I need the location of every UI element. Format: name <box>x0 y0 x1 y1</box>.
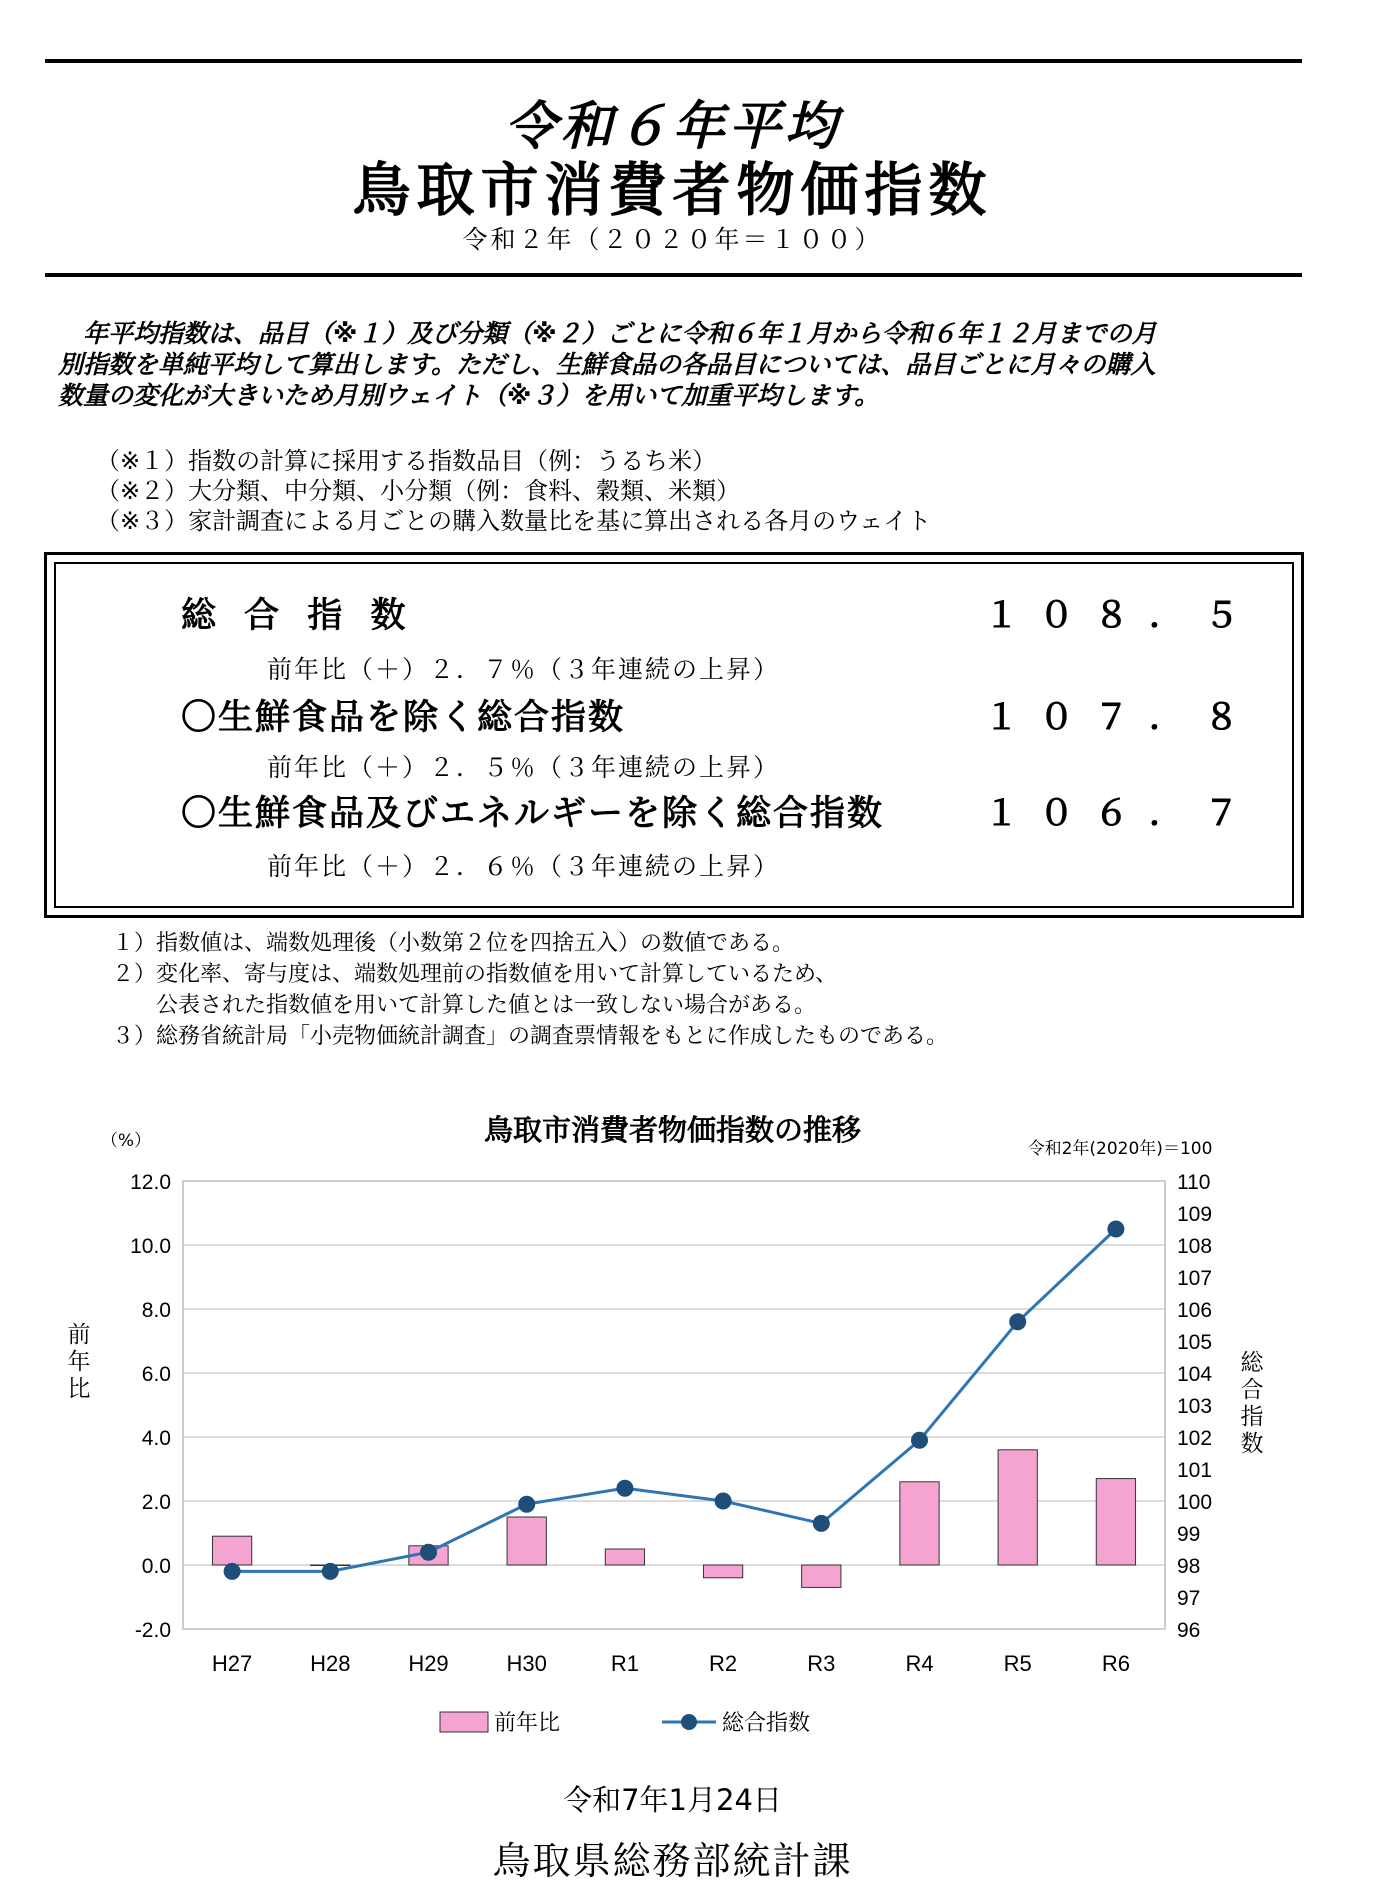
category-label: R1 <box>610 1651 639 1676</box>
index-point <box>617 1480 633 1496</box>
index-point <box>813 1515 829 1531</box>
right-axis-label-char: 総 <box>1240 1350 1264 1376</box>
right-tick-label: 102 <box>1177 1427 1213 1450</box>
footnote-3: ３）総務省統計局「小売物価統計調査」の調査票情報をもとに作成したものである。 <box>112 1024 949 1049</box>
category-label: R6 <box>1101 1651 1130 1676</box>
index-point <box>322 1563 338 1579</box>
right-tick-label: 109 <box>1177 1203 1213 1226</box>
right-tick-label: 98 <box>1177 1555 1201 1578</box>
left-axis-label-char: 比 <box>67 1376 91 1402</box>
index-point <box>912 1432 928 1448</box>
index-point <box>715 1493 731 1509</box>
bar <box>998 1450 1037 1565</box>
right-tick-label: 106 <box>1177 1299 1213 1322</box>
index-point <box>1010 1314 1026 1330</box>
left-tick-label: 10.0 <box>130 1235 171 1258</box>
right-tick-label: 97 <box>1177 1587 1201 1610</box>
index-label: 〇生鮮食品を除く総合指数 <box>181 698 626 738</box>
index-point <box>1108 1221 1124 1237</box>
index-summary-inner <box>54 562 1294 908</box>
index-value: １０６．７ <box>984 794 1260 834</box>
index-point <box>421 1544 437 1560</box>
index-point <box>224 1563 240 1579</box>
page-title: 鳥取市消費者物価指数 <box>352 156 993 224</box>
left-tick-label: 8.0 <box>141 1299 171 1322</box>
note-2: （※２）大分類、中分類、小分類（例：食料、穀類、米類） <box>96 477 741 505</box>
category-label: R3 <box>807 1651 836 1676</box>
bar <box>507 1517 546 1565</box>
right-tick-label: 105 <box>1177 1331 1213 1354</box>
title-year: 令和６年平均 <box>504 97 841 157</box>
right-tick-label: 104 <box>1177 1363 1213 1386</box>
footnote-2: ２）変化率、寄与度は、端数処理前の指数値を用いて計算しているため、 <box>112 962 838 987</box>
bar <box>703 1565 742 1578</box>
right-tick-label: 100 <box>1177 1491 1213 1514</box>
base-year-note: 令和２年（２０２０年＝１００） <box>462 225 883 254</box>
footnotes <box>112 928 948 1052</box>
right-tick-label: 99 <box>1177 1523 1201 1546</box>
bar <box>212 1536 251 1565</box>
category-label: R5 <box>1003 1651 1032 1676</box>
right-tick-label: 110 <box>1177 1171 1211 1194</box>
left-tick-label: 2.0 <box>141 1491 171 1514</box>
index-value: １０７．８ <box>984 698 1260 738</box>
right-axis-label-char: 指 <box>1240 1404 1264 1430</box>
header-bottom-rule <box>45 273 1302 277</box>
left-tick-label: 4.0 <box>141 1427 171 1450</box>
chart-title: 鳥取市消費者物価指数の推移 <box>483 1113 861 1147</box>
publisher: 鳥取県総務部統計課 <box>492 1839 853 1883</box>
footnote-2-cont: 公表された指数値を用いて計算した値とは一致しない場合がある。 <box>112 993 817 1018</box>
bar <box>1096 1479 1135 1565</box>
bar <box>605 1549 644 1565</box>
intro-line-1: 年平均指数は、品目（※１）及び分類（※２）ごとに令和６年１月から令和６年１２月までの月 <box>58 319 1157 348</box>
legend-line-marker <box>681 1714 697 1730</box>
legend-bar-label: 前年比 <box>494 1711 561 1736</box>
category-label: R4 <box>905 1651 934 1676</box>
left-tick-label: 0.0 <box>141 1555 171 1578</box>
category-label: H30 <box>506 1651 547 1676</box>
bar <box>900 1482 939 1565</box>
left-axis-label-char: 年 <box>67 1349 91 1375</box>
index-point <box>519 1496 535 1512</box>
left-axis-label-char: 前 <box>67 1322 91 1348</box>
note-1: （※１）指数の計算に採用する指数品目（例：うるち米） <box>96 447 717 475</box>
right-tick-label: 107 <box>1177 1267 1213 1290</box>
definition-notes <box>96 446 931 536</box>
right-tick-label: 103 <box>1177 1395 1213 1418</box>
legend-bar-swatch <box>440 1712 488 1732</box>
intro-line-3: 数量の変化が大きいため月別ウェイト（※３）を用いて加重平均します。 <box>58 381 880 410</box>
left-tick-label: 12.0 <box>130 1171 171 1194</box>
right-tick-label: 96 <box>1177 1619 1201 1642</box>
category-label: H28 <box>310 1651 351 1676</box>
index-change: 前年比（＋）２．６％（３年連続の上昇） <box>267 852 781 881</box>
category-label: H27 <box>211 1651 253 1676</box>
category-label: H29 <box>408 1651 449 1676</box>
category-label: R2 <box>709 1651 738 1676</box>
footnote-1: １）指数値は、端数処理後（小数第２位を四捨五入）の数値である。 <box>112 931 795 956</box>
index-change: 前年比（＋）２．５％（３年連続の上昇） <box>267 753 781 782</box>
left-tick-label: -2.0 <box>134 1619 171 1642</box>
index-change: 前年比（＋）２．７％（３年連続の上昇） <box>267 655 781 684</box>
right-tick-label: 101 <box>1177 1459 1213 1482</box>
publication-date: 令和7年1月24日 <box>563 1783 782 1817</box>
legend-line-label: 総合指数 <box>722 1711 811 1736</box>
bar <box>802 1565 841 1587</box>
note-3: （※３）家計調査による月ごとの購入数量比を基に算出される各月のウェイト <box>96 507 932 535</box>
left-axis-unit: （%） <box>100 1131 152 1151</box>
base-note: 令和2年(2020年)＝100 <box>1027 1139 1213 1159</box>
index-label: 〇生鮮食品及びエネルギーを除く総合指数 <box>181 794 885 834</box>
right-axis-label-char: 合 <box>1240 1377 1264 1403</box>
right-tick-label: 108 <box>1177 1235 1213 1258</box>
right-axis-label-char: 数 <box>1240 1431 1264 1457</box>
index-summary-box <box>44 552 1304 918</box>
left-tick-label: 6.0 <box>141 1363 171 1386</box>
intro-line-2: 別指数を単純平均して算出します。ただし、生鮮食品の各品目については、品目ごとに月々の購入 <box>58 350 1156 379</box>
index-label: 総 合 指 数 <box>181 596 414 636</box>
top-rule <box>45 59 1302 63</box>
cpi-trend-chart <box>0 1100 1345 1740</box>
index-value: １０８．５ <box>984 596 1260 636</box>
intro-paragraph <box>58 318 1288 411</box>
